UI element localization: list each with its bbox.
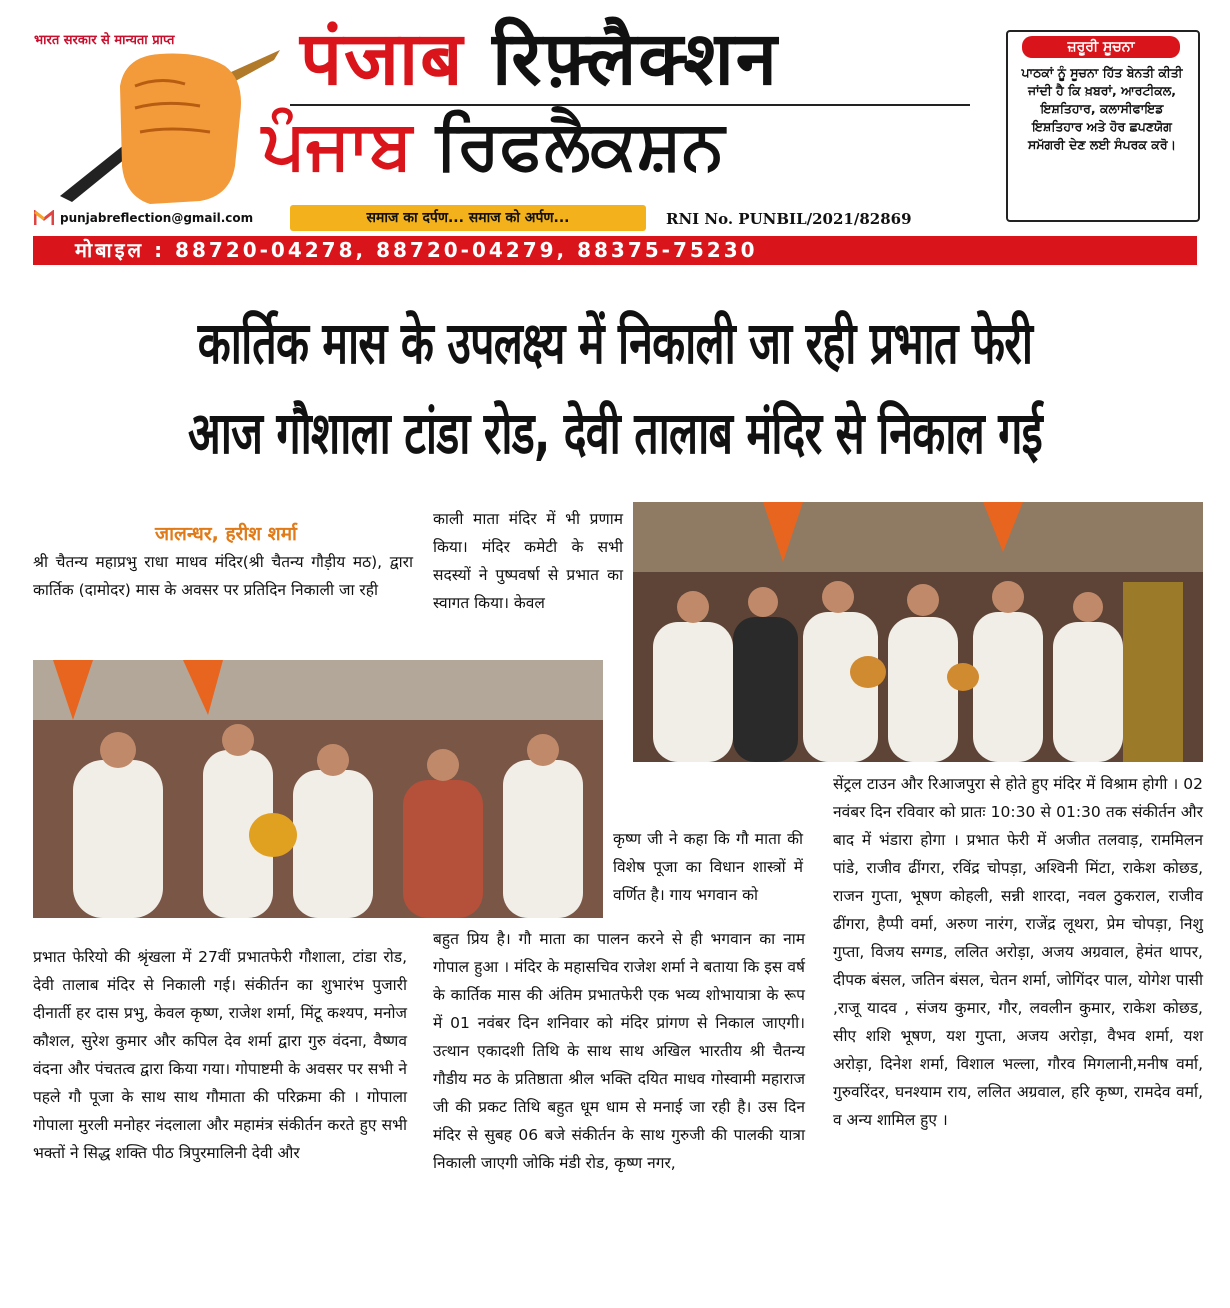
mail-icon [34, 210, 54, 226]
rni-number: RNI No. PUNBIL/2021/82869 [666, 210, 912, 228]
article-col2-bottom: बहुत प्रिय है। गौ माता का पालन करने से ही भगवान का नाम गोपाल हुआ । मंदिर के महासचिव राजेश शर्मा ने बताया कि इस वर्ष के कार्तिक मास की अंतिम प्रभातफेरी एक भव्य शोभायात्रा के रूप में 01 नवंबर दिन शनिवार को मंदिर प्रांगण से निकाल जाएगी। उत्थान एकादशी तिथि के साथ साथ अखिल भारतीय श्री चैतन्य गौडीय मठ के प्रतिष्ठाता श्रील भक्ति दयित माधव गोस्वामी महाराज जी की प्रकट तिथि बहुत धूम धाम से मनाई जा रही है। उस दिन मंदिर से सुबह 06 बजे संकीर्तन के साथ गुरुजी की पालकी यात्रा निकाली जाएगी जोकि मंडी रोड, कृष्ण नगर, [433, 930, 805, 1172]
byline: जालन्धर, हरीश शर्मा [155, 523, 297, 545]
title-hindi-word1: पंजाब [300, 16, 465, 102]
headline [175, 298, 1056, 478]
title-punjabi-word2: ਰਿਫਲੈਕਸ਼ਨ [435, 106, 725, 185]
title-hindi-word2: रिफ़्लैक्शन [492, 16, 779, 102]
notice-body: ਪਾਠਕਾਂ ਨੂੰ ਸੂਚਨਾ ਹਿੱਤ ਬੇਨਤੀ ਕੀਤੀ ਜਾਂਦੀ ਹੈ ਕਿ ਖ਼ਬਰਾਂ, ਆਰਟੀਕਲ, ਇਸ਼ਤਿਹਾਰ, ਕਲਾਸੀਫਾਇਡ ਇਸ਼ਤਿਹਾਰ ਅਤੇ ਹੋਰ ਛਪਣਯੋਗ ਸਮੱਗਰੀ ਦੇਣ ਲਈ ਸੰਪਰਕ ਕਰੋ। [1021, 65, 1183, 152]
article-col2-top: काली माता मंदिर में भी प्रणाम किया। मंदिर कमेटी के सभी सदस्यों ने पुष्पवर्षा से प्रभात का स्वागत किया। केवल [433, 510, 623, 612]
article-col1-top: श्री चैतन्य महाप्रभु राधा माधव मंदिर(श्री चैतन्य गौड़ीय मठ), द्वारा कार्तिक (दामोदर) मास के अवसर पर प्रतिदिन निकाली जा रही [33, 553, 413, 599]
masthead-title-hindi [300, 16, 779, 102]
headline-line-1: कार्तिक मास के उपलक्ष्य में निकाली जा रही प्रभात फेरी [197, 309, 1033, 377]
procession-photo-2 [633, 502, 1203, 762]
fist-pen-logo [50, 46, 282, 206]
notice-title: ਜ਼ਰੂਰੀ ਸੂਚਨਾ [1022, 36, 1180, 58]
recognition-tagline: भारत सरकार से मान्यता प्राप्त [34, 33, 175, 48]
headline-line-2: आज गौशाला टांडा रोड, देवी तालाब मंदिर से निकाल गई [188, 399, 1042, 467]
mobile-numbers-bar: मोबाइल : 88720-04278, 88720-04279, 88375-75230 [33, 236, 1197, 265]
article-col1-bottom: प्रभात फेरियो की श्रृंखला में 27वीं प्रभातफेरी गौशाला, टांडा रोड, देवी तालाब मंदिर से निकाली गई। संकीर्तन का शुभारंभ पुजारी दीनार्ती हर दास प्रभु, केवल कृष्ण, राजेश शर्मा, मिंटू कश्यप, मनोज कौशल, सुरेश कुमार और कपिल देव शर्मा द्वारा गुरु वंदना, वैष्णव वंदना और पंचतत्व द्वारा किया गया। गोपाष्टमी के अवसर पर सभी ने पहले गौ पूजा के साथ साथ गौमाता की परिक्रमा की । गोपाला गोपाला मुरली मनोहर नंदलाला और महामंत्र संकीर्तन करते हुए सभी भक्तों ने सिद्ध शक्ति पीठ त्रिपुरमालिनी देवी और [33, 948, 407, 1162]
masthead-title-punjabi [262, 106, 725, 185]
article-col4: सेंट्रल टाउन और रिआजपुरा से होते हुए मंदिर में विश्राम होगी । 02 नवंबर दिन रविवार को प्रातः 10:30 से 01:30 तक संकीर्तन और बाद में भंडारा होगा । प्रभात फेरी में अजीत तलवाड़, राममिलन पांडे, राजीव ढींगरा, रविंद्र चोपड़ा, अश्विनी मिंटा, राकेश कोछड, राजन गुप्ता, भूषण कोहली, सन्नी शारदा, नवल ठुकराल, राजीव ढींगरा, हैप्पी वर्मा, अरुण नारंग, राजेंद्र लूथरा, प्रेम चोपड़ा, निशु गुप्ता, विजय सग्गड, ललित अरोड़ा, अजय अग्रवाल, हेमंत थापर, दीपक बंसल, जतिन बंसल, चेतन शर्मा, जोगिंदर पाल, योगेश पासी ,राजू यादव , संजय कुमार, गौर, लवलीन कुमार, राकेश कोछड, सीए शशि भूषण, यश गुप्ता, अजय अरोड़ा, वैभव शर्मा, यश अरोड़ा, दिनेश शर्मा, विशाल भल्ला, गौरव मिगलानी,मनीष वर्मा, गुरुवरिंदर, घनश्याम राय, ललित अग्रवाल, हरि कृष्ण, रामदेव वर्मा, व अन्य शामिल हुए । [833, 775, 1203, 1129]
article-col3-middle: कृष्ण जी ने कहा कि गौ माता की विशेष पूजा का विधान शास्त्रों में वर्णित है। गाय भगवान को [613, 830, 803, 904]
title-punjabi-word1: ਪੰਜਾਬ [262, 106, 413, 185]
email-address[interactable]: punjabreflection@gmail.com [60, 211, 254, 225]
motto-banner: समाज का दर्पण... समाज को अर्पण... [290, 205, 646, 231]
procession-photo-1 [33, 660, 603, 918]
